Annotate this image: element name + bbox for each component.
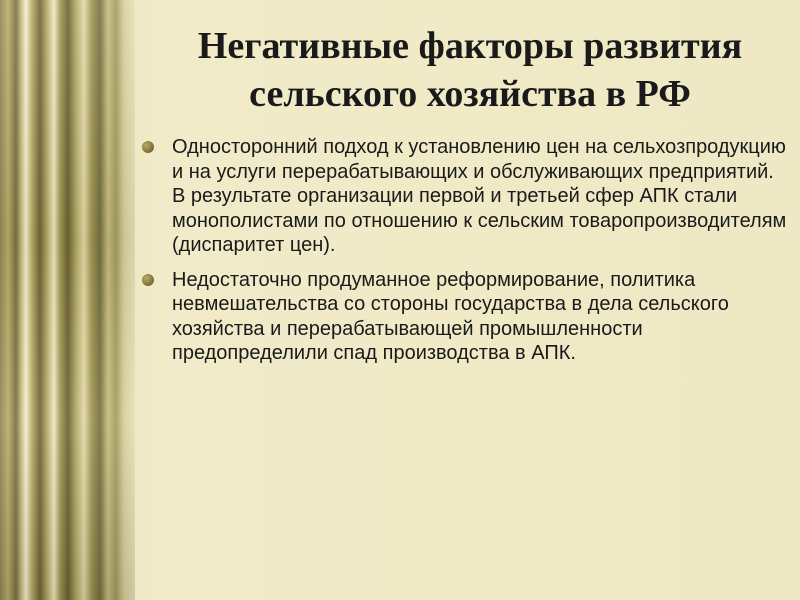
bullet-item-1 [140,135,790,258]
bullet-item-2 [140,268,790,366]
decorative-pillar-shade [0,0,135,600]
bullet-list [140,135,790,376]
bullet-text-1: Односторонний подход к установлению цен на сельхозпродукцию и на услуги перерабатывающих и обслуживающих предприятий. В результате организации первой и третьей сфер АПК стали монополистами по отношению к сельским товаропроизводителям (диспаритет цен). [172,136,787,256]
gold-disc-bullet-icon [142,274,154,286]
slide-title [150,22,790,118]
bullet-text-2: Недостаточно продуманное реформирование, политика невмешательства со стороны государства в дела сельского хозяйства и перерабатывающей промышленности предопределили спад производства в АПК. [172,268,729,364]
slide-title-line-1: Негативные факторы развития [197,25,743,67]
slide-title-line-2: сельского хозяйства в РФ [249,73,691,115]
gold-disc-bullet-icon [142,141,154,153]
